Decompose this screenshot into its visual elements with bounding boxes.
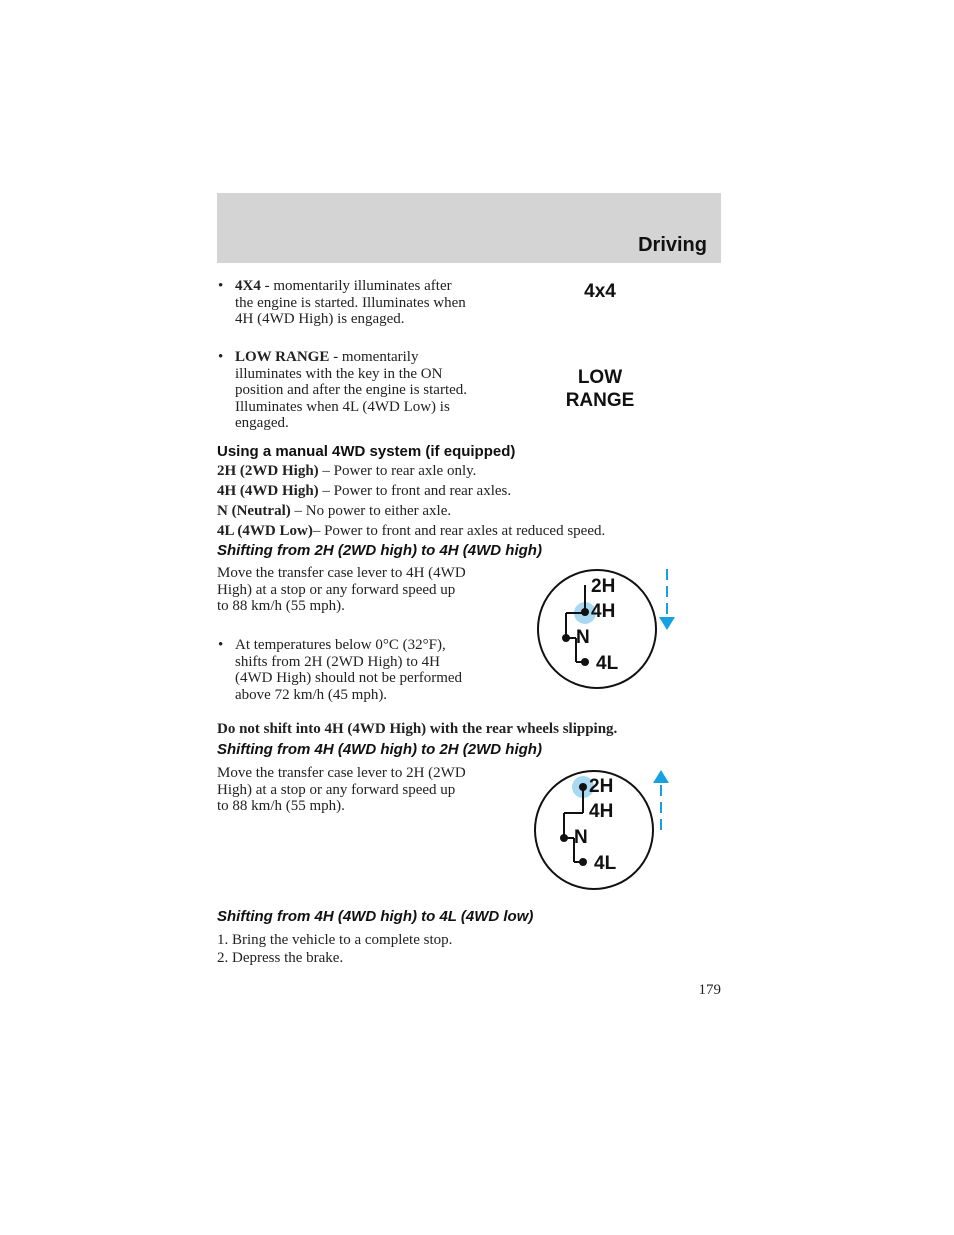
gear-position-dot bbox=[560, 834, 568, 842]
shift-4h-to-4l-heading: Shifting from 4H (4WD high) to 4L (4WD low) bbox=[217, 908, 534, 925]
indicator-4x4-item bbox=[218, 278, 468, 328]
shift-4h-to-2h-paragraph: Move the transfer case lever to 2H (2WD High) at a stop or any forward speed up to 88 km/h (55 mph). bbox=[217, 765, 466, 814]
mode-term: 4L (4WD Low) bbox=[217, 523, 313, 539]
gear-label-4l: 4L bbox=[594, 853, 617, 874]
mode-item bbox=[217, 503, 717, 523]
indicator-term: LOW RANGE bbox=[235, 349, 330, 365]
mode-list bbox=[217, 463, 717, 543]
mode-description: – Power to front and rear axles. bbox=[318, 483, 512, 499]
gear-label-2h: 2H bbox=[591, 576, 616, 597]
indicator-symbol-text: 4x4 bbox=[584, 281, 616, 302]
bullet-dot: • bbox=[218, 278, 224, 294]
temperature-note bbox=[218, 637, 468, 703]
indicator-lowrange-symbol bbox=[550, 366, 650, 412]
mode-description: – No power to either axle. bbox=[290, 503, 452, 519]
indicator-symbol-line: LOW bbox=[577, 367, 623, 388]
indicator-description: - momentarily illuminates after the engine is started. Illuminates when 4H (4WD High) is engaged. bbox=[235, 278, 466, 327]
manual-4wd-heading: Using a manual 4WD system (if equipped) bbox=[217, 443, 516, 460]
gear-position-dot bbox=[562, 634, 570, 642]
section-header-band bbox=[217, 193, 721, 263]
slip-warning: Do not shift into 4H (4WD High) with the rear wheels slipping. bbox=[217, 721, 618, 737]
bullet-dot: • bbox=[218, 349, 224, 365]
step-item: 2. Depress the brake. bbox=[217, 950, 344, 966]
gear-label-2h: 2H bbox=[589, 776, 614, 797]
indicator-lowrange-item bbox=[218, 349, 468, 432]
indicator-symbol-line: RANGE bbox=[565, 390, 635, 411]
mode-term: 2H (2WD High) bbox=[217, 463, 319, 479]
arrow-up-icon bbox=[653, 770, 669, 783]
mode-term: 4H (4WD High) bbox=[217, 483, 319, 499]
gear-label-n: N bbox=[576, 627, 590, 648]
gear-label-4h: 4H bbox=[589, 801, 614, 822]
arrow-down-icon bbox=[659, 617, 675, 630]
mode-description: – Power to rear axle only. bbox=[318, 463, 477, 479]
mode-item bbox=[217, 523, 717, 543]
gear-position-dot bbox=[579, 858, 587, 866]
shift-diagram-2h-to-4h bbox=[530, 563, 690, 698]
indicator-term: 4X4 bbox=[235, 278, 261, 294]
gear-label-4h: 4H bbox=[591, 601, 616, 622]
gear-position-dot bbox=[581, 658, 589, 666]
bullet-dot: • bbox=[218, 637, 224, 653]
mode-item bbox=[217, 463, 717, 483]
page-number: 179 bbox=[698, 982, 721, 998]
mode-term: N (Neutral) bbox=[217, 503, 291, 519]
shift-2h-to-4h-heading: Shifting from 2H (2WD high) to 4H (4WD high) bbox=[217, 542, 542, 559]
shift-4h-to-4l-steps bbox=[217, 932, 617, 968]
indicator-4x4-symbol bbox=[560, 280, 640, 303]
gear-label-n: N bbox=[574, 827, 588, 848]
shift-4h-to-2h-heading: Shifting from 4H (4WD high) to 2H (2WD high) bbox=[217, 741, 542, 758]
mode-description: – Power to front and rear axles at reduced speed. bbox=[312, 523, 606, 539]
shift-diagram-4h-to-2h bbox=[528, 763, 688, 898]
gear-position-dot bbox=[579, 783, 587, 791]
step-item: 1. Bring the vehicle to a complete stop. bbox=[217, 932, 453, 948]
indicator-description: - momentarily illuminates with the key in the ON position and after the engine is started. Illuminates when 4L (4WD Low) is engaged. bbox=[235, 349, 468, 431]
gear-label-4l: 4L bbox=[596, 653, 619, 674]
mode-item bbox=[217, 483, 717, 503]
gear-position-dot bbox=[581, 608, 589, 616]
section-title: Driving bbox=[638, 234, 707, 256]
temperature-note-text: At temperatures below 0°C (32°F), shifts from 2H (2WD High) to 4H (4WD High) should not be performed above 72 km/h (45 mph). bbox=[235, 637, 463, 703]
shift-2h-to-4h-paragraph: Move the transfer case lever to 4H (4WD High) at a stop or any forward speed up to 88 km/h (55 mph). bbox=[217, 565, 466, 614]
